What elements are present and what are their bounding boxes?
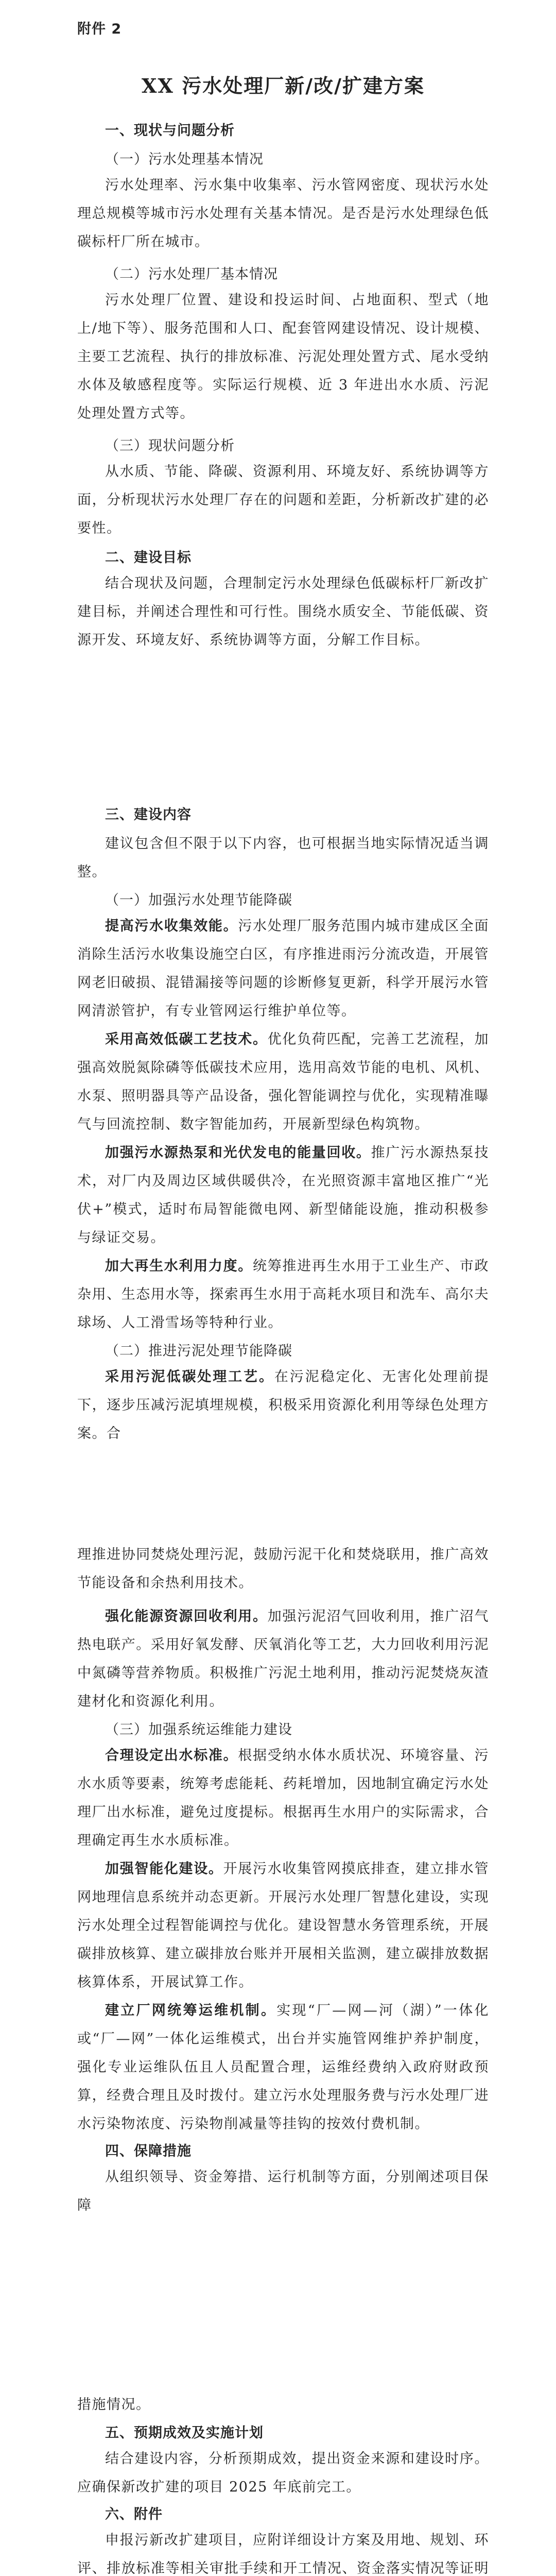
paragraph-lead: 加大再生水利用力度。 xyxy=(105,1258,253,1274)
section-heading: 六、附件 xyxy=(105,2506,163,2522)
paragraph-lead: 加强智能化建设。 xyxy=(105,1861,223,1877)
section-3-continued xyxy=(77,1540,489,2219)
paragraph-lead: 强化能源资源回收利用。 xyxy=(105,1608,268,1624)
paragraph: 从组织领导、资金筹措、运行机制等方面，分别阐述项目保障 xyxy=(77,2169,489,2213)
paragraph xyxy=(77,1025,489,1139)
paragraph-text: 优化负荷匹配，完善工艺流程，加强高效脱氮除磷等低碳技术应用，选用高效节能的电机、风机、水泵、照明器具等产品设备，强化智能调控与优化，实现精准曝气与回流控制、数字智能加药，开展新型绿色构筑物。 xyxy=(77,1031,490,1132)
paragraph-text: 根据受纳水体水质状况、环境容量、污水水质等要素，统筹考虑能耗、药耗增加，因地制宜确定污水处理厂出水标准，避免过度提标。根据再生水用户的实际需求，合理确定再生水水质标准。 xyxy=(77,1748,490,1849)
section-heading: 五、预期成效及实施计划 xyxy=(105,2425,264,2441)
paragraph-text: 加强污泥沼气回收利用，推广沼气热电联产。采用好氧发酵、厌氧消化等工艺，大力回收利用污泥中氮磷等营养物质。积极推广污泥土地利用，推动污泥焚烧灰渣建材化和资源化利用。 xyxy=(77,1608,490,1709)
paragraph xyxy=(77,1996,489,2138)
annex-label: 附件 2 xyxy=(77,21,122,37)
section-1 xyxy=(77,120,489,654)
paragraph: 申报污新改扩建项目，应附详细设计方案及用地、规划、环评、排放标准等相关审批手续和开工情况、资金落实情况等证明 xyxy=(77,2532,489,2576)
section-heading: 三、建设内容 xyxy=(105,807,192,823)
paragraph: 污水处理厂位置、建设和投运时间、占地面积、型式（地上/地下等）、服务范围和人口、配套管网建设情况、设计规模、主要工艺流程、执行的排放标准、污泥处理处置方式、尾水受纳水体及敏感程度等。实际运行规模、近 3 年进出水水质、污泥处理处置方式等。 xyxy=(77,292,489,421)
paragraph-lead: 合理设定出水标准。 xyxy=(105,1748,238,1764)
paragraph: 建议包含但不限于以下内容，也可根据当地实际情况适当调整。 xyxy=(77,836,489,880)
document-title: XX 污水处理厂新/改/扩建方案 xyxy=(142,74,425,97)
paragraph xyxy=(77,1252,489,1337)
section-3 xyxy=(77,804,489,1448)
subsection-heading: （二）污水处理厂基本情况 xyxy=(105,266,278,282)
paragraph-lead: 采用高效低碳工艺技术。 xyxy=(105,1031,268,1047)
paragraph-lead: 加强污水源热泵和光伏发电的能量回收。 xyxy=(105,1145,371,1161)
subsection-heading: （二）推进污泥处理节能降碳 xyxy=(105,1343,292,1359)
paragraph-text: 污水处理厂服务范围内城市建成区全面消除生活污水收集设施空白区，有序推进雨污分流改造，开展管网老旧破损、混错漏接等问题的诊断修复更新，科学开展污水管网清淤管护，有专业管网运行维护单位等。 xyxy=(77,918,490,1019)
paragraph xyxy=(77,1855,489,1996)
paragraph-text: 在污泥稳定化、无害化处理前提下，逐步压减污泥填埋规模，积极采用资源化利用等绿色处理方案。合 xyxy=(77,1369,490,1442)
subsection-heading: （三）加强系统运维能力建设 xyxy=(105,1722,292,1738)
paragraph: 结合现状及问题，合理制定污水处理绿色低碳标杆厂新改扩建目标，并阐述合理性和可行性。围绕水质安全、节能低碳、资源开发、环境友好、系统协调等方面，分解工作目标。 xyxy=(77,575,489,648)
paragraph: 污水处理率、污水集中收集率、污水管网密度、现状污水处理总规模等城市污水处理有关基本情况。是否是污水处理绿色低碳标杆厂所在城市。 xyxy=(77,177,489,250)
paragraph: 从水质、节能、降碳、资源利用、环境友好、系统协调等方面，分析现状污水处理厂存在的问题和差距，分析新改扩建的必要性。 xyxy=(77,464,489,536)
paragraph xyxy=(77,1363,489,1448)
subsection-heading: （一）加强污水处理节能降碳 xyxy=(105,892,292,908)
subsection-heading: （一）污水处理基本情况 xyxy=(105,151,264,167)
paragraph-lead: 提高污水收集效能。 xyxy=(105,918,238,934)
subsection-heading: （三）现状问题分析 xyxy=(105,438,235,454)
paragraph: 结合建设内容，分析预期成效，提出资金来源和建设时序。应确保新改扩建的项目 2025 年底前完工。 xyxy=(77,2451,489,2495)
section-5-6 xyxy=(77,2391,489,2576)
paragraph xyxy=(77,1602,489,1716)
paragraph-lead: 建立厂网统筹运维机制。 xyxy=(105,2003,277,2019)
paragraph: 理推进协同焚烧处理污泥，鼓励污泥干化和焚烧联用，推广高效节能设备和余热利用技术。 xyxy=(77,1547,489,1591)
section-heading: 四、保障措施 xyxy=(105,2143,192,2159)
paragraph-lead: 采用污泥低碳处理工艺。 xyxy=(105,1369,274,1385)
paragraph xyxy=(77,1741,489,1855)
paragraph: 措施情况。 xyxy=(77,2397,151,2413)
section-heading: 二、建设目标 xyxy=(105,550,192,566)
section-heading: 一、现状与问题分析 xyxy=(105,123,235,139)
paragraph xyxy=(77,1139,489,1252)
paragraph xyxy=(77,912,489,1025)
paragraph-text: 开展污水收集管网摸底排查，建立排水管网地理信息系统并动态更新。开展污水处理厂智慧化建设，实现污水处理全过程智能调控与优化。建设智慧水务管理系统，开展碳排放核算、建立碳排放台账并开展相关监测，建立碳排放数据核算体系，开展试算工作。 xyxy=(77,1861,490,1990)
paragraph-text: 统筹推进再生水用于工业生产、市政杂用、生态用水等，探索再生水用于高耗水项目和洗车、高尔夫球场、人工滑雪场等特种行业。 xyxy=(77,1258,489,1331)
paragraph-text: 实现“厂—网—河（湖）”一体化或“厂—网”一体化运维模式，出台并实施管网维护养护制度，强化专业运维队伍且人员配置合理，运维经费纳入政府财政预算，经费合理且及时拨付。建立污水处理服务费与污水处理厂进水污染物浓度、污染物削减量等挂钩的按效付费机制。 xyxy=(77,2003,490,2132)
paragraph-text: 推广污水源热泵技术，对厂内及周边区域供暖供冷，在光照资源丰富地区推广“光伏+”模式，适时布局智能微电网、新型储能设施，推动积极参与绿证交易。 xyxy=(77,1145,490,1246)
